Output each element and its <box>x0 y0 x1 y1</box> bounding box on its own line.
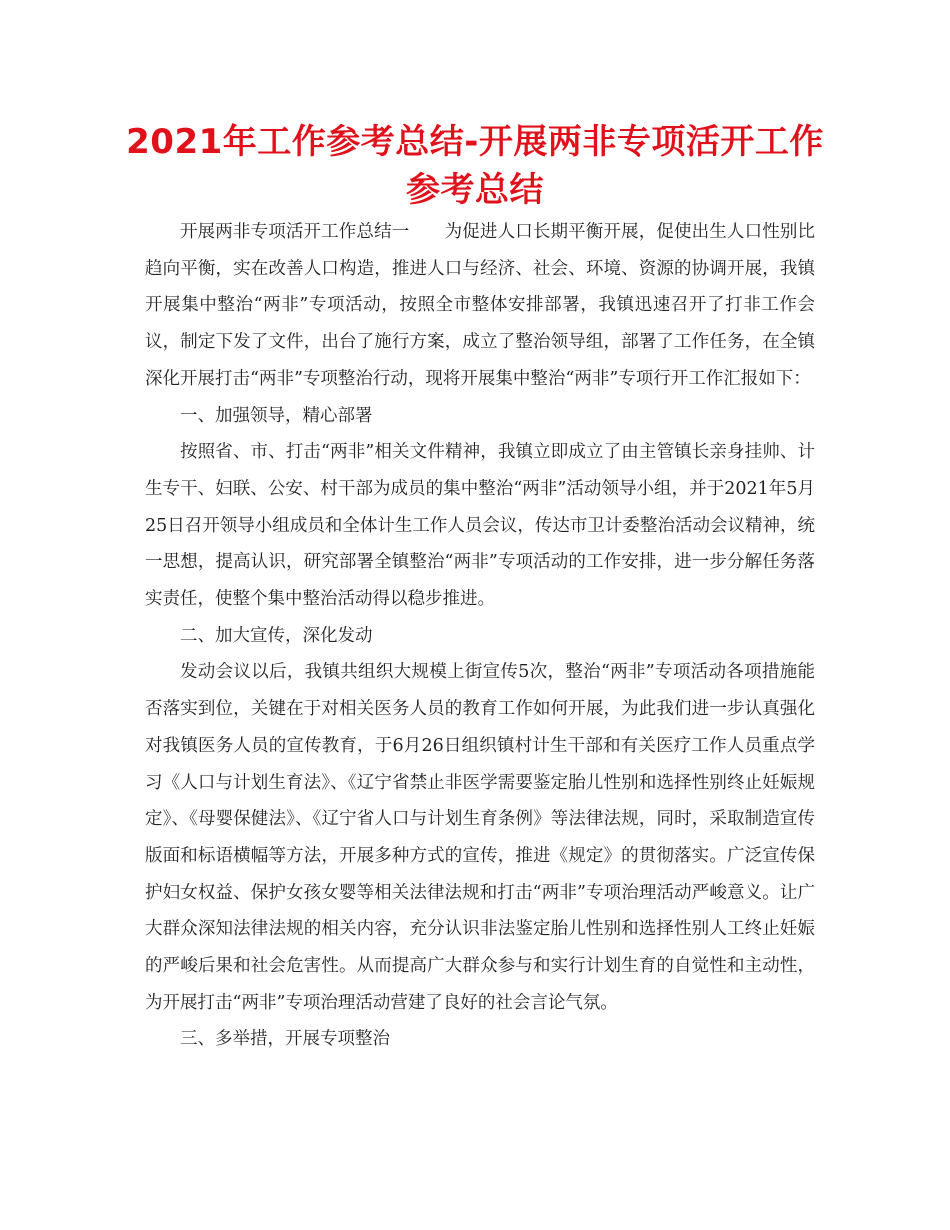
document-body <box>145 214 815 1058</box>
paragraph-section-1: 按照省、市、打击“两非”相关文件精神，我镇立即成立了由主管镇长亲身挂帅、计生专干、妇联、公安、村干部为成员的集中整治“两非”活动领导小组，并于2021年5月25日召开领导小组成员和全体计生工作人员会议，传达市卫计委整治活动会议精神，统一思想，提高认识，研究部署全镇整治“两非”专项活动的工作安排，进一步分解任务落实责任，使整个集中整治活动得以稳步推进。 <box>145 442 815 610</box>
paragraph-intro: 开展两非专项活开工作总结一 为促进人口长期平衡开展，促使出生人口性别比趋向平衡，实在改善人口构造，推进人口与经济、社会、环境、资源的协调开展，我镇开展集中整治“两非”专项活动，按照全市整体安排部署，我镇迅速召开了打非工作会议，制定下发了文件，出台了施行方案，成立了整治领导组，部署了工作任务，在全镇深化开展打击“两非”专项整治行动，现将开展集中整治“两非”专项行开工作汇报如下： <box>145 222 815 389</box>
paragraph-section-2: 发动会议以后，我镇共组织大规模上街宣传5次，整治“两非”专项活动各项措施能否落实到位，关键在于对相关医务人员的教育工作如何开展，为此我们进一步认真强化对我镇医务人员的宣传教育，于6月26日组织镇村计生干部和有关医疗工作人员重点学习《人口与计划生育法》、《辽宁省禁止非医学需要鉴定胎儿性别和选择性别终止妊娠规定》、《母婴保健法》、《辽宁省人口与计划生育条例》等法律法规，同时，采取制造宣传版面和标语横幅等方法，开展多种方式的宣传，推进《规定》的贯彻落实。广泛宣传保护妇女权益、保护女孩女婴等相关法律法规和打击“两非”专项治理活动严峻意义。让广大群众深知法律法规的相关内容，充分认识非法鉴定胎儿性别和选择性别人工终止妊娠的严峻后果和社会危害性。从而提高广大群众参与和实行计划生育的自觉性和主动性，为开展打击“两非”专项治理活动营建了良好的社会言论气氛。 <box>145 662 815 1013</box>
section-heading-1: 一、加强领导，精心部署 <box>180 405 373 426</box>
document-title: 2021年工作参考总结-开展两非专项活开工作参考总结 <box>126 122 824 210</box>
section-heading-2: 二、加大宣传，深化发动 <box>180 625 373 646</box>
section-heading-3: 三、多举措，开展专项整治 <box>180 1029 390 1050</box>
